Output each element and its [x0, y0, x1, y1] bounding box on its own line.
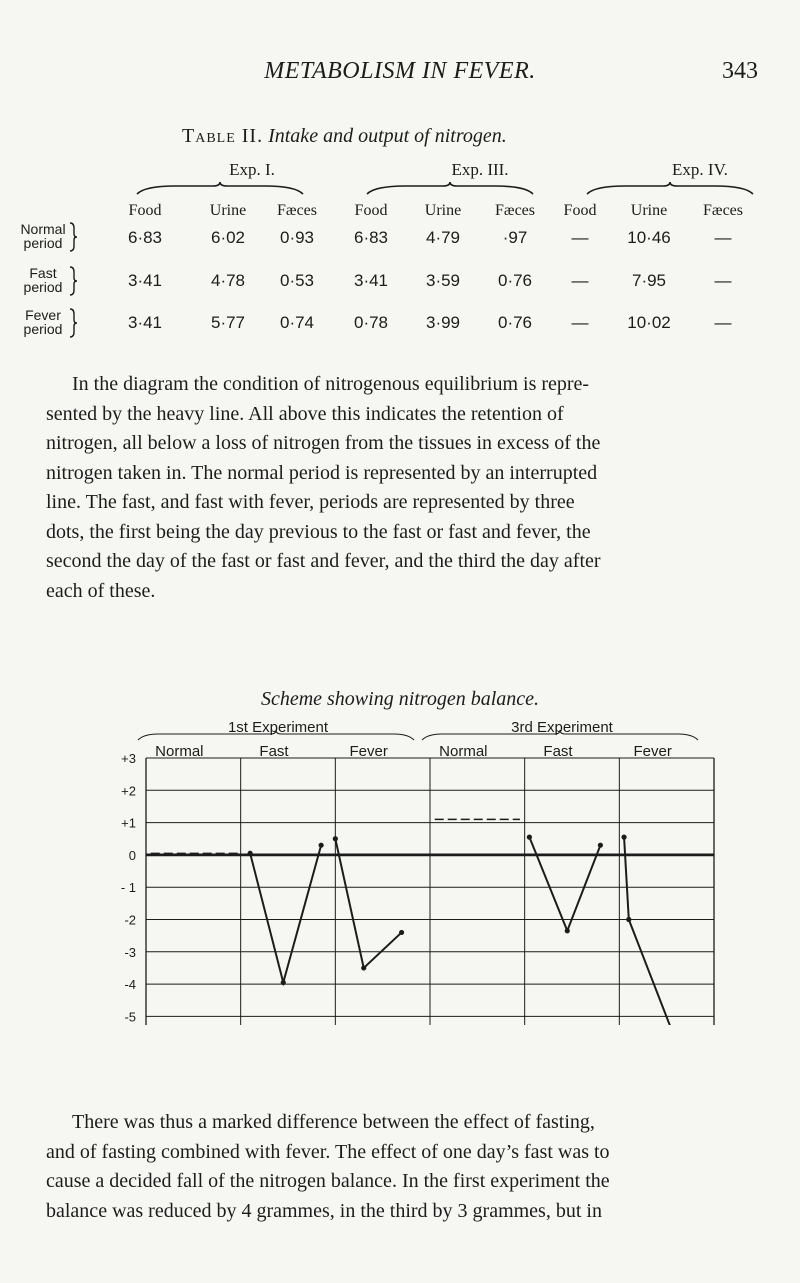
- exp-heading-4: Exp. IV.: [672, 160, 728, 179]
- cell-normal-faeces-1: 0·93: [279, 228, 315, 247]
- text-line: nitrogen taken in. The normal period is represented by an interrupted: [46, 461, 598, 484]
- cell-fever-urine-3: 3·99: [425, 313, 461, 332]
- col-urine-4: Urine: [630, 202, 668, 219]
- cell-normal-urine-1: 6·02: [210, 228, 246, 247]
- chart-y-tick-label: 0: [128, 847, 136, 863]
- col-food-1: Food: [128, 202, 162, 219]
- cell-normal-food-3: 6·83: [353, 228, 389, 247]
- text-line: line. The fast, and fast with fever, periods are represented by three: [46, 491, 575, 513]
- cell-fast-urine-1: 4·78: [210, 271, 246, 290]
- chart-data-point: [319, 843, 324, 848]
- row-label-normal: [18, 222, 68, 250]
- cell-fever-food-3: 0·78: [353, 313, 389, 332]
- chart-data-point: [361, 965, 366, 970]
- text-line: There was thus a marked difference between the effect of fasting,: [72, 1111, 595, 1133]
- exp-heading-1: Exp. I.: [229, 160, 275, 179]
- text-line: second the day of the fast or fast and fever, and the third the day after: [46, 550, 601, 572]
- col-food-4: Food: [563, 202, 597, 219]
- row-label-fever: [18, 308, 68, 336]
- cell-normal-urine-3: 4·79: [425, 228, 461, 247]
- nitrogen-balance-chart: [0, 720, 800, 1025]
- cell-fever-faeces-3: 0·76: [497, 313, 533, 332]
- cell-fast-faeces-4: —: [714, 271, 732, 290]
- text-line: balance was reduced by 4 grammes, in the third by 3 grammes, but in: [46, 1199, 602, 1222]
- cell-normal-faeces-3: ·97: [502, 228, 528, 247]
- chart-series-line: [335, 839, 401, 968]
- chart-data-point: [399, 930, 404, 935]
- chart-data-point: [333, 836, 338, 841]
- chart-series-line: [529, 837, 600, 931]
- chart-y-tick-label: -3: [124, 944, 136, 960]
- chart-group-label: 1st Experiment: [227, 720, 329, 736]
- chart-series-line: [624, 837, 671, 1025]
- scheme-title: Scheme showing nitrogen balance.: [260, 688, 540, 710]
- chart-data-point: [281, 980, 286, 985]
- chart-category-label: Fast: [543, 743, 573, 760]
- row-brace: [68, 222, 78, 252]
- cell-fever-faeces-4: —: [714, 313, 732, 332]
- exp-brace-4: [585, 182, 755, 196]
- cell-fever-urine-4: 10·02: [627, 313, 671, 332]
- col-food-3: Food: [354, 202, 388, 219]
- chart-category-label: Fast: [259, 743, 289, 760]
- chart-category-label: Normal: [439, 743, 488, 760]
- col-faeces-4: Fæces: [703, 202, 743, 219]
- chart-y-tick-label: - 1: [120, 880, 136, 896]
- exp-brace-1: [135, 182, 305, 196]
- row-label-line: period: [23, 279, 63, 295]
- row-label-line: Fever: [25, 307, 61, 323]
- table-caption-prefix: Table II.: [182, 125, 264, 147]
- cell-normal-faeces-4: —: [714, 228, 732, 247]
- cell-fever-food-4: —: [571, 313, 589, 332]
- paragraph-1: [46, 370, 756, 606]
- running-title: METABOLISM IN FEVER.: [264, 58, 536, 84]
- chart-group-label: 3rd Experiment: [511, 720, 613, 736]
- text-line: dots, the first being the day previous to the fast or fast and fever, the: [46, 520, 591, 543]
- chart-data-point: [621, 835, 626, 840]
- chart-data-point: [248, 851, 253, 856]
- cell-fever-faeces-1: 0·74: [279, 313, 315, 332]
- chart-y-tick-label: -2: [124, 912, 136, 928]
- running-head: [0, 54, 800, 94]
- table-caption: [182, 125, 507, 148]
- cell-fast-urine-3: 3·59: [425, 271, 461, 290]
- chart-y-tick-label: +3: [121, 751, 136, 766]
- row-label-fast: [18, 266, 68, 294]
- cell-fast-food-4: —: [571, 271, 589, 290]
- col-faeces-1: Fæces: [277, 202, 317, 219]
- text-line: nitrogen, all below a loss of nitrogen from the tissues in excess of the: [46, 432, 601, 454]
- chart-category-label: Fever: [349, 743, 388, 760]
- chart-data-point: [598, 843, 603, 848]
- page-number: 343: [722, 58, 758, 84]
- cell-fast-urine-4: 7·95: [631, 271, 667, 290]
- exp-heading-3: Exp. III.: [451, 160, 509, 179]
- row-label-line: Normal: [20, 221, 66, 237]
- chart-category-label: Normal: [155, 743, 204, 760]
- cell-fast-faeces-1: 0·53: [279, 271, 315, 290]
- row-label-line: period: [23, 321, 63, 337]
- chart-y-tick-label: +2: [121, 783, 136, 799]
- text-line: cause a decided fall of the nitrogen balance. In the first experiment the: [46, 1170, 610, 1192]
- table-caption-title: Intake and output of nitrogen.: [268, 125, 507, 147]
- chart-category-label: Fever: [633, 743, 672, 760]
- chart-data-point: [626, 917, 631, 922]
- row-label-line: period: [23, 235, 63, 251]
- col-urine-1: Urine: [209, 202, 247, 219]
- chart-series-line: [250, 845, 321, 982]
- text-line: each of these.: [46, 579, 156, 602]
- col-urine-3: Urine: [424, 202, 462, 219]
- text-line: and of fasting combined with fever. The effect of one day’s fast was to: [46, 1140, 610, 1163]
- chart-data-point: [565, 928, 570, 933]
- chart-y-tick-label: -5: [124, 1009, 136, 1025]
- cell-normal-food-4: —: [571, 228, 589, 247]
- chart-y-tick-label: +1: [121, 815, 136, 831]
- paragraph-2: [46, 1108, 756, 1226]
- cell-fast-faeces-3: 0·76: [497, 271, 533, 290]
- cell-fast-food-3: 3·41: [353, 271, 389, 290]
- row-brace: [68, 266, 78, 296]
- cell-fever-food-1: 3·41: [127, 313, 163, 332]
- row-label-line: Fast: [29, 265, 57, 281]
- row-brace: [68, 308, 78, 338]
- cell-fast-food-1: 3·41: [127, 271, 163, 290]
- text-line: In the diagram the condition of nitrogenous equilibrium is repre-: [72, 373, 590, 395]
- col-faeces-3: Fæces: [495, 202, 535, 219]
- cell-normal-urine-4: 10·46: [627, 228, 671, 247]
- chart-y-tick-label: -4: [124, 977, 136, 993]
- text-line: sented by the heavy line. All above this indicates the retention of: [46, 402, 564, 425]
- chart-data-point: [527, 835, 532, 840]
- cell-fever-urine-1: 5·77: [210, 313, 246, 332]
- exp-brace-3: [365, 182, 535, 196]
- cell-normal-food-1: 6·83: [127, 228, 163, 247]
